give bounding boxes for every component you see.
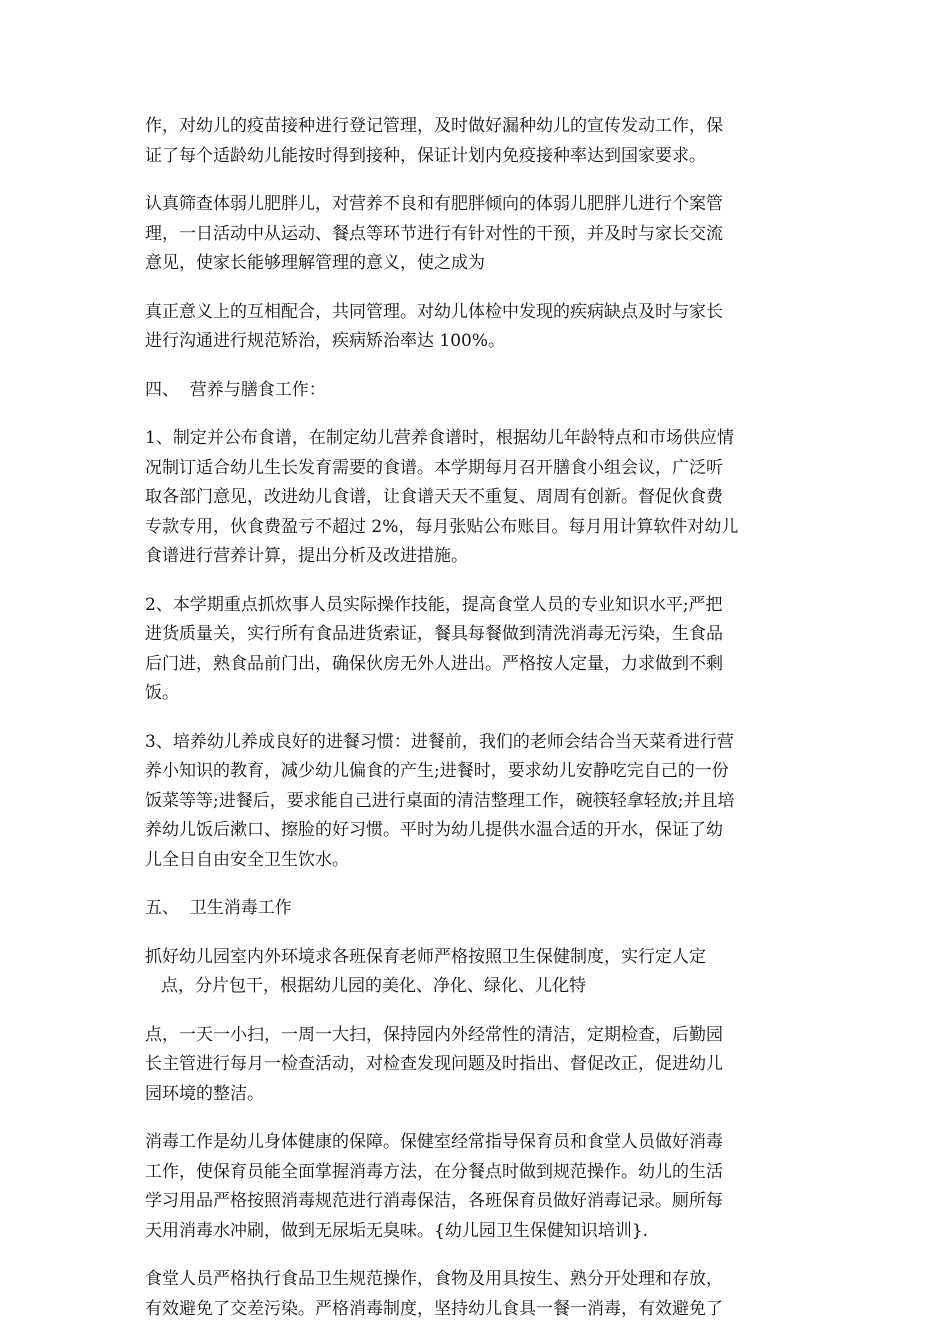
- text-line: 证了每个适龄幼儿能按时得到接种，保证计划内免疫接种率达到国家要求。: [145, 145, 706, 166]
- paragraph-menu: [145, 424, 805, 572]
- text-line: 认真筛查体弱儿肥胖儿，对营养不良和有肥胖倾向的体弱儿肥胖儿进行个案管: [145, 194, 723, 214]
- text-line: 作，对幼儿的疫苗接种进行登记管理，及时做好漏种幼儿的宣传发动工作，保: [145, 116, 723, 136]
- paragraph-canteen-hygiene: [145, 1265, 805, 1324]
- text-line: 养幼儿饭后漱口、擦脸的好习惯。平时为幼儿提供水温合适的开水，保证了幼: [145, 820, 723, 840]
- section-heading-nutrition: [145, 376, 805, 406]
- paragraph-kitchen-staff: [145, 591, 805, 709]
- paragraph-cleaning: [145, 1021, 805, 1110]
- text-line: 长主管进行每月一检查活动，对检查发现问题及时指出、督促改正，促进幼儿: [145, 1054, 723, 1074]
- text-line: 食谱进行营养计算，提出分析及改进措施。: [145, 546, 468, 566]
- text-line: 抓好幼儿园室内外环境求各班保育老师严格按照卫生保健制度，实行定人定: [145, 946, 706, 967]
- paragraph-weak-obese-children: [145, 190, 805, 279]
- text-line: 真正意义上的互相配合，共同管理。对幼儿体检中发现的疾病缺点及时与家长: [145, 301, 723, 322]
- text-line: 饭。: [145, 683, 179, 703]
- text-line: 进货质量关，实行所有食品进货索证，餐具每餐做到清洗消毒无污染，生食品: [145, 624, 723, 644]
- text-line: 工作，使保育员能全面掌握消毒方法，在分餐点时做到规范操作。幼儿的生活: [145, 1161, 723, 1182]
- text-line: 消毒工作是幼儿身体健康的保障。保健室经常指导保育员和食堂人员做好消毒: [145, 1132, 723, 1152]
- text-line: 进行沟通进行规范矫治，疾病矫治率达 100%。: [145, 331, 506, 351]
- text-line: 养小知识的教育，减少幼儿偏食的产生;进餐时，要求幼儿安静吃完自己的一份: [145, 761, 729, 781]
- text-line: 点，一天一小扫，一周一大扫，保持园内外经常性的清洁，定期检查，后勤园: [145, 1024, 723, 1045]
- text-line: 理，一日活动中从运动、餐点等环节进行有针对性的干预，并及时与家长交流: [145, 223, 723, 244]
- text-line: 取各部门意见，改进幼儿食谱，让食谱天天不重复、周周有创新。督促伙食费: [145, 487, 723, 507]
- paragraph-environment: [145, 943, 805, 1002]
- text-line: 后门进，熟食品前门出，确保伙房无外人进出。严格按人定量，力求做到不剩: [145, 653, 723, 674]
- paragraph-eating-habits: [145, 728, 805, 876]
- text-line: 食堂人员严格执行食品卫生规范操作，食物及用具按生、熟分开处理和存放，: [145, 1269, 723, 1289]
- text-line: 3、培养幼儿养成良好的进餐习惯：进餐前，我们的老师会结合当天菜肴进行营: [145, 731, 734, 752]
- text-line: 天用消毒水冲刷，做到无尿垢无臭味。{幼儿园卫生保健知识培训}.: [145, 1220, 649, 1241]
- heading-text: 五、 卫生消毒工作: [145, 898, 292, 918]
- paragraph-cooperation: [145, 298, 805, 357]
- text-line: 专款专用，伙食费盈亏不超过 2%，每月张贴公布账目。每月用计算软件对幼儿: [145, 516, 739, 537]
- text-line: 况制订适合幼儿生长发育需要的食谱。本学期每月召开膳食小组会议，广泛听: [145, 457, 723, 478]
- text-line: 学习用品严格按照消毒规范进行消毒保洁，各班保育员做好消毒记录。厕所每: [145, 1191, 723, 1211]
- section-heading-hygiene: [145, 894, 805, 924]
- text-line: 园环境的整洁。: [145, 1083, 264, 1104]
- text-line: 点，分片包干，根据幼儿园的美化、净化、绿化、儿化特: [161, 976, 586, 996]
- text-line: 1、制定并公布食谱，在制定幼儿营养食谱时，根据幼儿年龄特点和市场供应情: [145, 428, 734, 448]
- paragraph-vaccination: [145, 112, 805, 171]
- text-line: 意见，使家长能够理解管理的意义，使之成为: [145, 253, 485, 273]
- text-line: 2、本学期重点抓炊事人员实际操作技能，提高食堂人员的专业知识水平;严把: [145, 594, 723, 615]
- text-line: 有效避免了交差污染。严格消毒制度，坚持幼儿食具一餐一消毒，有效避免了: [145, 1298, 723, 1319]
- text-line: 饭菜等等;进餐后，要求能自己进行桌面的清洁整理工作，碗筷轻拿轻放;并且培: [145, 790, 735, 811]
- text-line: 儿全日自由安全卫生饮水。: [145, 849, 349, 870]
- heading-text: 四、 营养与膳食工作：: [145, 379, 326, 400]
- document-body: [145, 112, 805, 1343]
- paragraph-disinfection: [145, 1128, 805, 1246]
